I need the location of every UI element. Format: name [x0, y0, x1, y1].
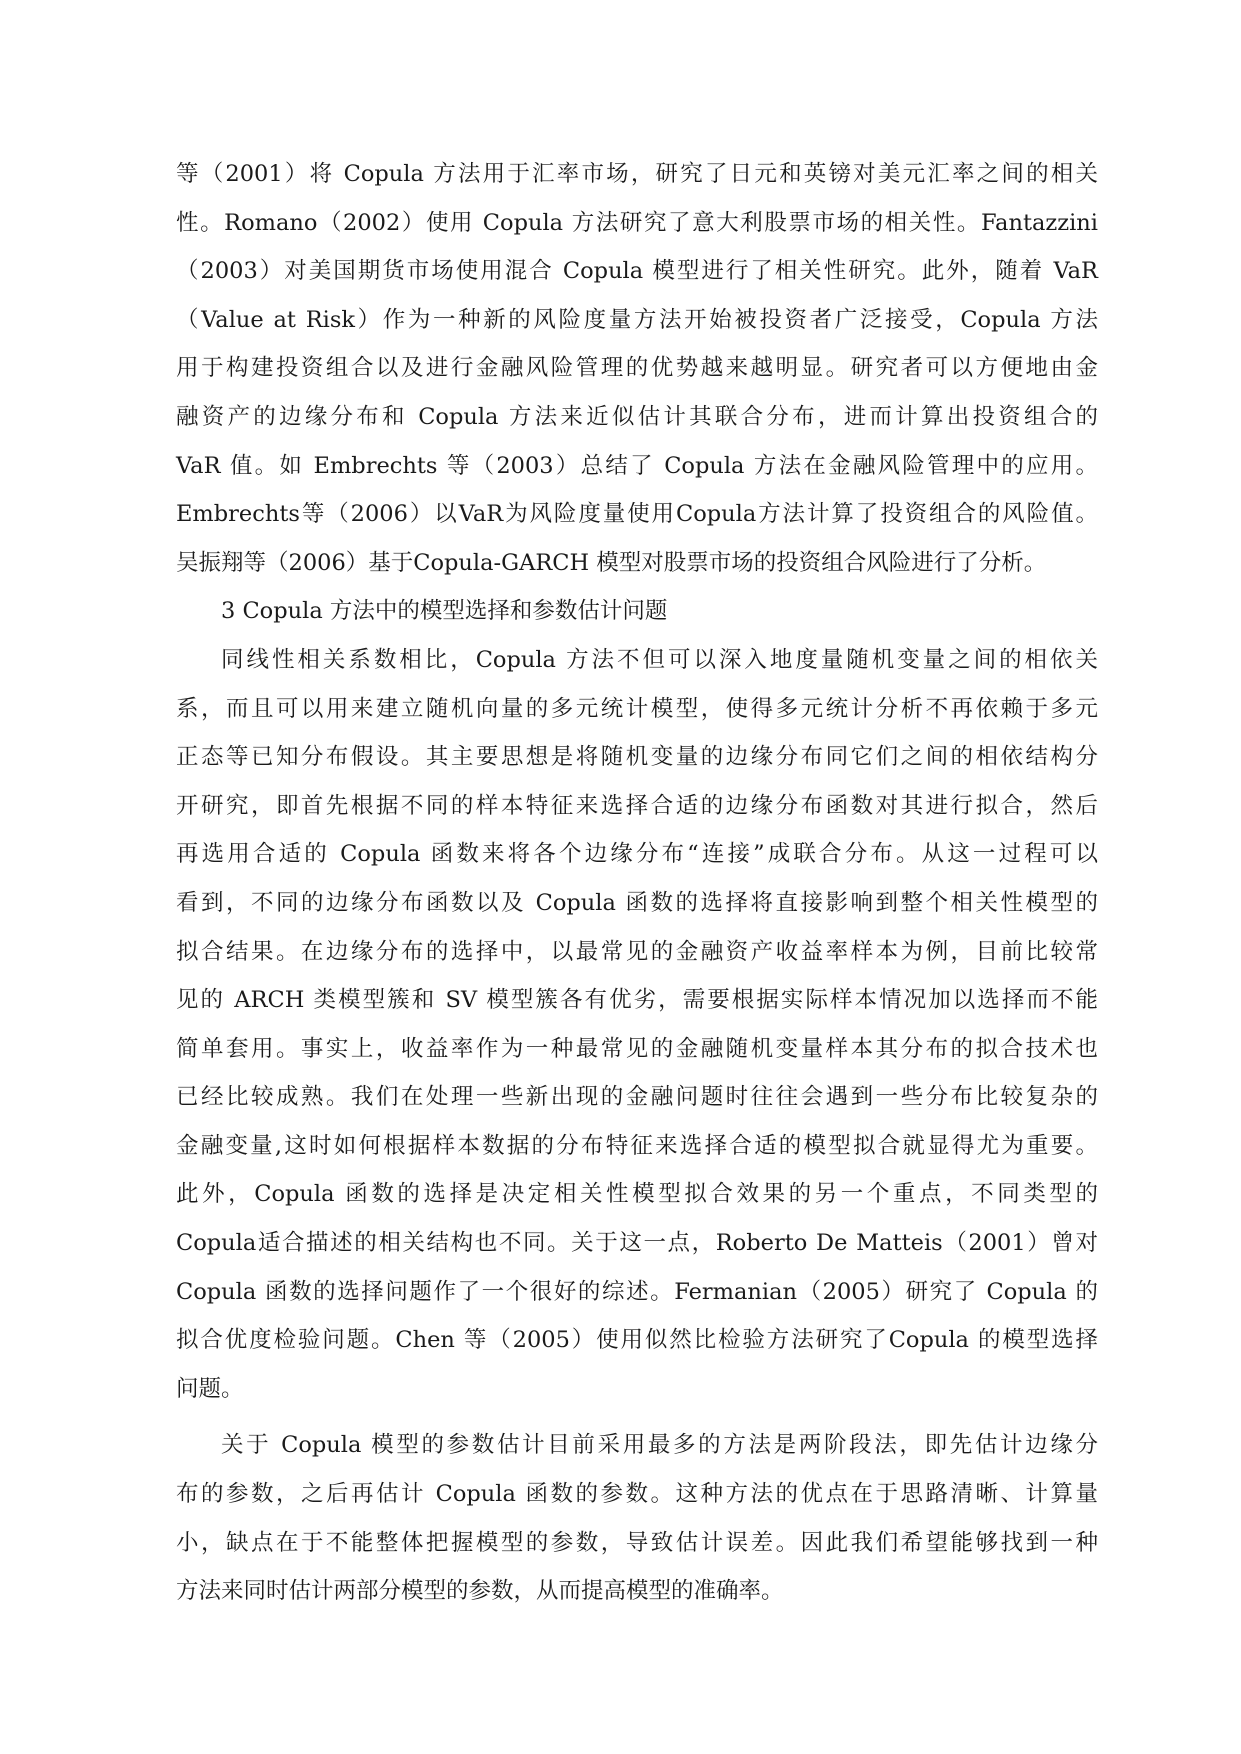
text-line: （Value at Risk）作为一种新的风险度量方法开始被投资者广泛接受，Copula 方法	[176, 306, 1098, 333]
text-line: 金融变量,这时如何根据样本数据的分布特征来选择合适的模型拟合就显得尤为重要。	[176, 1132, 1098, 1159]
text-line: VaR 值。如 Embrechts 等（2003）总结了 Copula 方法在金融风险管理中的应用。	[176, 452, 1098, 479]
section-heading: 3 Copula 方法中的模型选择和参数估计问题	[221, 598, 668, 625]
paragraph-parameter-estimation	[176, 1421, 1098, 1615]
text-line: 见的 ARCH 类模型簇和 SV 模型簇各有优劣，需要根据实际样本情况加以选择而不能	[176, 987, 1098, 1014]
paragraph-literature-review	[176, 150, 1098, 587]
text-line: 正态等已知分布假设。其主要思想是将随机变量的边缘分布同它们之间的相依结构分	[176, 744, 1098, 771]
text-line: 同线性相关系数相比，Copula 方法不但可以深入地度量随机变量之间的相依关	[221, 646, 1098, 673]
text-line: 已经比较成熟。我们在处理一些新出现的金融问题时往往会遇到一些分布比较复杂的	[176, 1084, 1098, 1111]
section-heading-paragraph	[176, 587, 1098, 636]
text-line: 开研究，即首先根据不同的样本特征来选择合适的边缘分布函数对其进行拟合，然后	[176, 792, 1098, 819]
text-line: 问题。	[176, 1375, 244, 1402]
text-line: 方法来同时估计两部分模型的参数，从而提高模型的准确率。	[176, 1578, 784, 1605]
text-line: 系，而且可以用来建立随机向量的多元统计模型，使得多元统计分析不再依赖于多元	[176, 695, 1098, 722]
document-body	[176, 150, 1098, 1616]
text-line: 此外，Copula 函数的选择是决定相关性模型拟合效果的另一个重点，不同类型的	[176, 1181, 1098, 1208]
text-line: 用于构建投资组合以及进行金融风险管理的优势越来越明显。研究者可以方便地由金	[176, 355, 1098, 382]
text-line: 看到，不同的边缘分布函数以及 Copula 函数的选择将直接影响到整个相关性模型的	[176, 889, 1098, 916]
text-line: Copula适合描述的相关结构也不同。关于这一点，Roberto De Matteis（2001）曾对	[176, 1230, 1098, 1257]
text-line: 再选用合适的 Copula 函数来将各个边缘分布“连接”成联合分布。从这一过程可以	[176, 841, 1098, 868]
text-line: 简单套用。事实上，收益率作为一种最常见的金融随机变量样本其分布的拟合技术也	[176, 1035, 1098, 1062]
text-line: 性。Romano（2002）使用 Copula 方法研究了意大利股票市场的相关性。Fantazzini	[176, 209, 1098, 236]
text-line: 拟合优度检验问题。Chen 等（2005）使用似然比检验方法研究了Copula 的模型选择	[176, 1327, 1098, 1354]
text-line: 融资产的边缘分布和 Copula 方法来近似估计其联合分布，进而计算出投资组合的	[176, 403, 1098, 430]
text-line: Embrechts等（2006）以VaR为风险度量使用Copula方法计算了投资组合的风险值。	[176, 501, 1098, 528]
text-line: 等（2001）将 Copula 方法用于汇率市场，研究了日元和英镑对美元汇率之间的相关	[176, 161, 1098, 187]
text-line: 布的参数，之后再估计 Copula 函数的参数。这种方法的优点在于思路清晰、计算量	[176, 1481, 1098, 1508]
text-line: 小，缺点在于不能整体把握模型的参数，导致估计误差。因此我们希望能够找到一种	[176, 1529, 1098, 1556]
paragraph-model-selection	[176, 636, 1098, 1414]
text-line: 拟合结果。在边缘分布的选择中，以最常见的金融资产收益率样本为例，目前比较常	[176, 938, 1098, 965]
text-line: 关于 Copula 模型的参数估计目前采用最多的方法是两阶段法，即先估计边缘分	[221, 1432, 1098, 1459]
text-line: Copula 函数的选择问题作了一个很好的综述。Fermanian（2005）研究了 Copula 的	[176, 1278, 1098, 1305]
text-line: （2003）对美国期货市场使用混合 Copula 模型进行了相关性研究。此外，随着 VaR	[176, 258, 1098, 285]
text-line: 吴振翔等（2006）基于Copula-GARCH 模型对股票市场的投资组合风险进行了分析。	[176, 549, 1047, 576]
